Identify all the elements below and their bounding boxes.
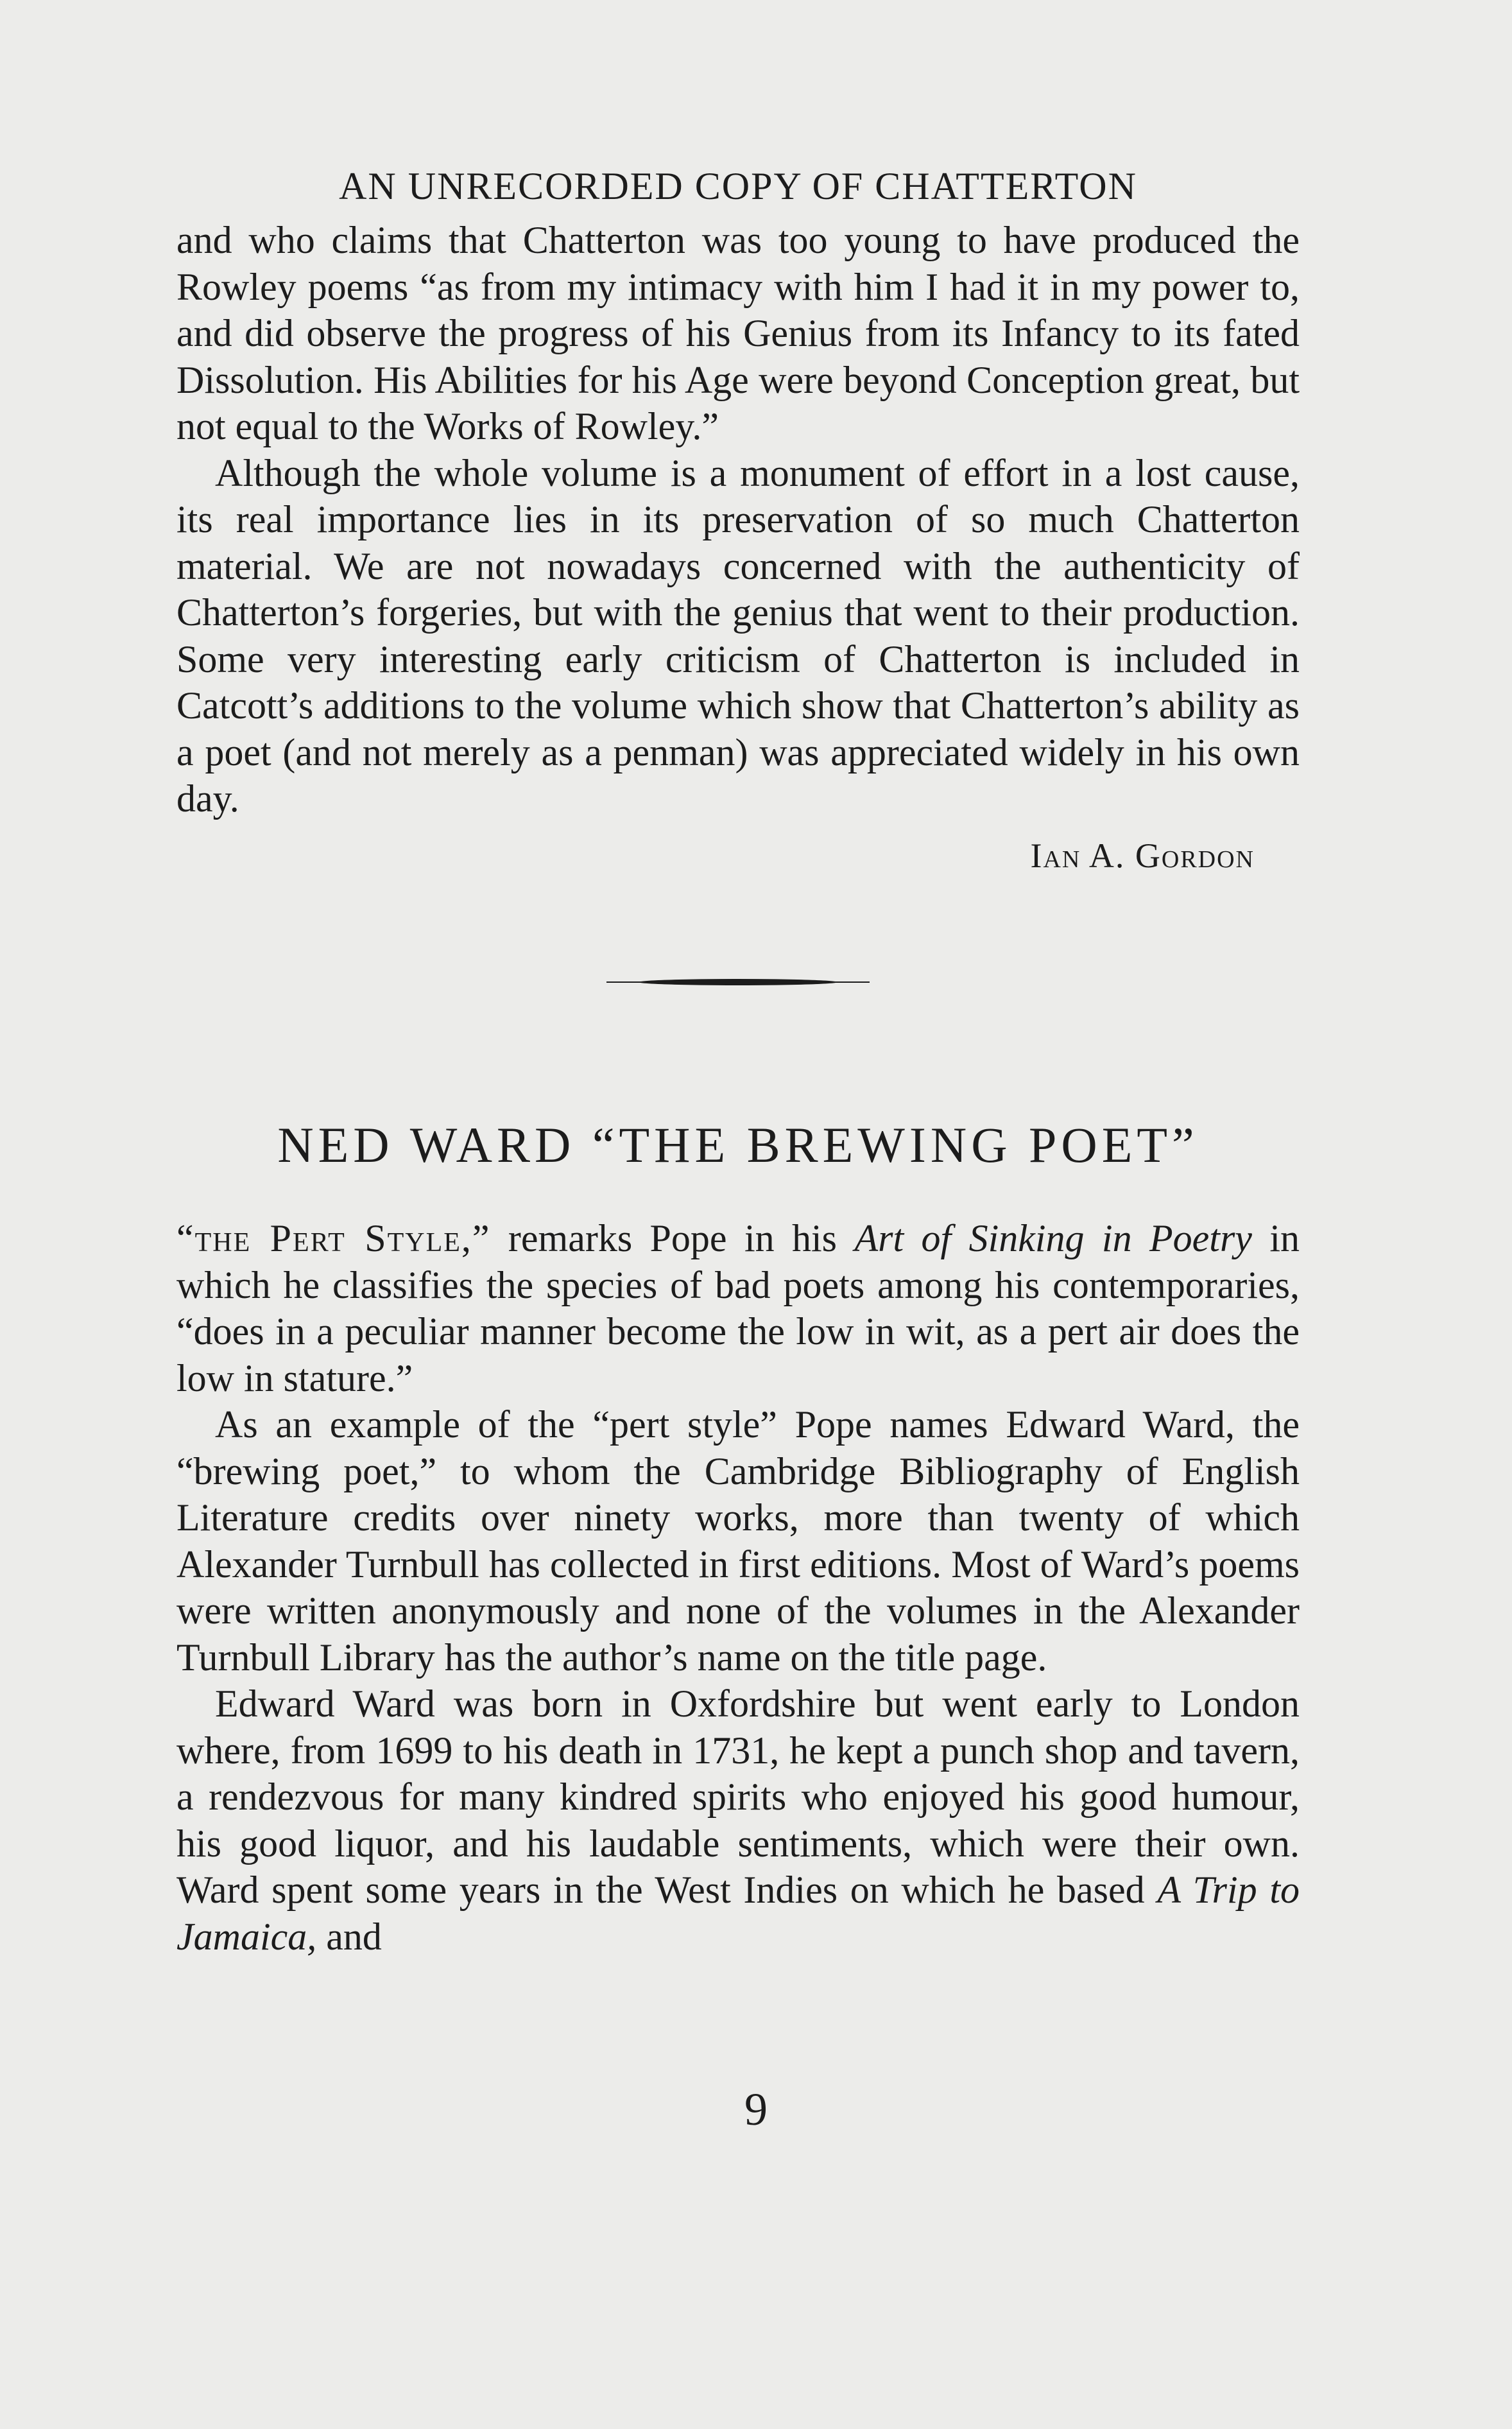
ned-ward-paragraph-3 bbox=[176, 1681, 1300, 1960]
book-title: Art of Sinking in Poetry bbox=[854, 1217, 1252, 1260]
chatterton-paragraph-2: Although the whole volume is a monument of effort in a lost cause, its real importance lies in its preservation of so much Chatterton material. We are not nowadays concerned with the authenticity of Chatterton’s forgeries, but with the genius that went to their production. Some very interesting early criticism of Chatterton is included in Catcott’s additions to the volume which show that Chatterton’s ability as a poet (and not merely as a penman) was appreciated widely in his own day. bbox=[176, 451, 1300, 820]
ned-ward-paragraph-2: As an example of the “pert style” Pope names Edward Ward, the “brewing poet,” to whom the Cambridge Bibliography of English Literature credits over ninety works, more than twenty of which Alexander Turnbull has collected in first editions. Most of Ward’s poems were written anonymously and none of the volumes in the Alexander Turnbull Library has the author’s name on the title page. bbox=[176, 1403, 1300, 1679]
book-title: A Trip to Jamaica, bbox=[176, 1869, 1300, 1958]
page bbox=[176, 154, 1300, 1960]
chatterton-paragraph-1: and who claims that Chatterton was too young to have produced the Rowley poems “as from my intimacy with him I had it in my power to, and did observe the progress of his Genius from its Infancy to its fated Dissolution. His Abilities for his Age were beyond Conception great, but not equal to the Works of Rowley.” bbox=[176, 219, 1300, 447]
paragraph-text: and bbox=[316, 1915, 382, 1958]
paragraph-text: Edward Ward was born in Oxfordshire but went early to London where, from 1699 to his death in 1731, he kept a punch shop and tavern, a rendezvous for many kindred spirits who enjoyed his good humour, his good liquor, and his laudable sentiments, which were their own. Ward spent some years in the West Indies on which he based bbox=[176, 1682, 1300, 1912]
running-head: AN UNRECORDED COPY OF CHATTERTON bbox=[339, 165, 1137, 207]
author-signature: Ian A. Gordon bbox=[1030, 836, 1255, 875]
page-number: 9 bbox=[744, 2084, 768, 2135]
section-divider bbox=[606, 979, 870, 985]
article-title: NED WARD “THE BREWING POET” bbox=[277, 1117, 1199, 1173]
ned-ward-paragraph-1 bbox=[176, 1215, 1300, 1401]
opening-phrase: “the Pert Style,” bbox=[176, 1217, 491, 1260]
paragraph-text: in which he classifies the species of bad poets among his contemporaries, “does in a peculiar manner become the low in wit, as a pert air does the low in stature.” bbox=[176, 1217, 1300, 1399]
paragraph-text: remarks Pope in his bbox=[490, 1217, 855, 1260]
